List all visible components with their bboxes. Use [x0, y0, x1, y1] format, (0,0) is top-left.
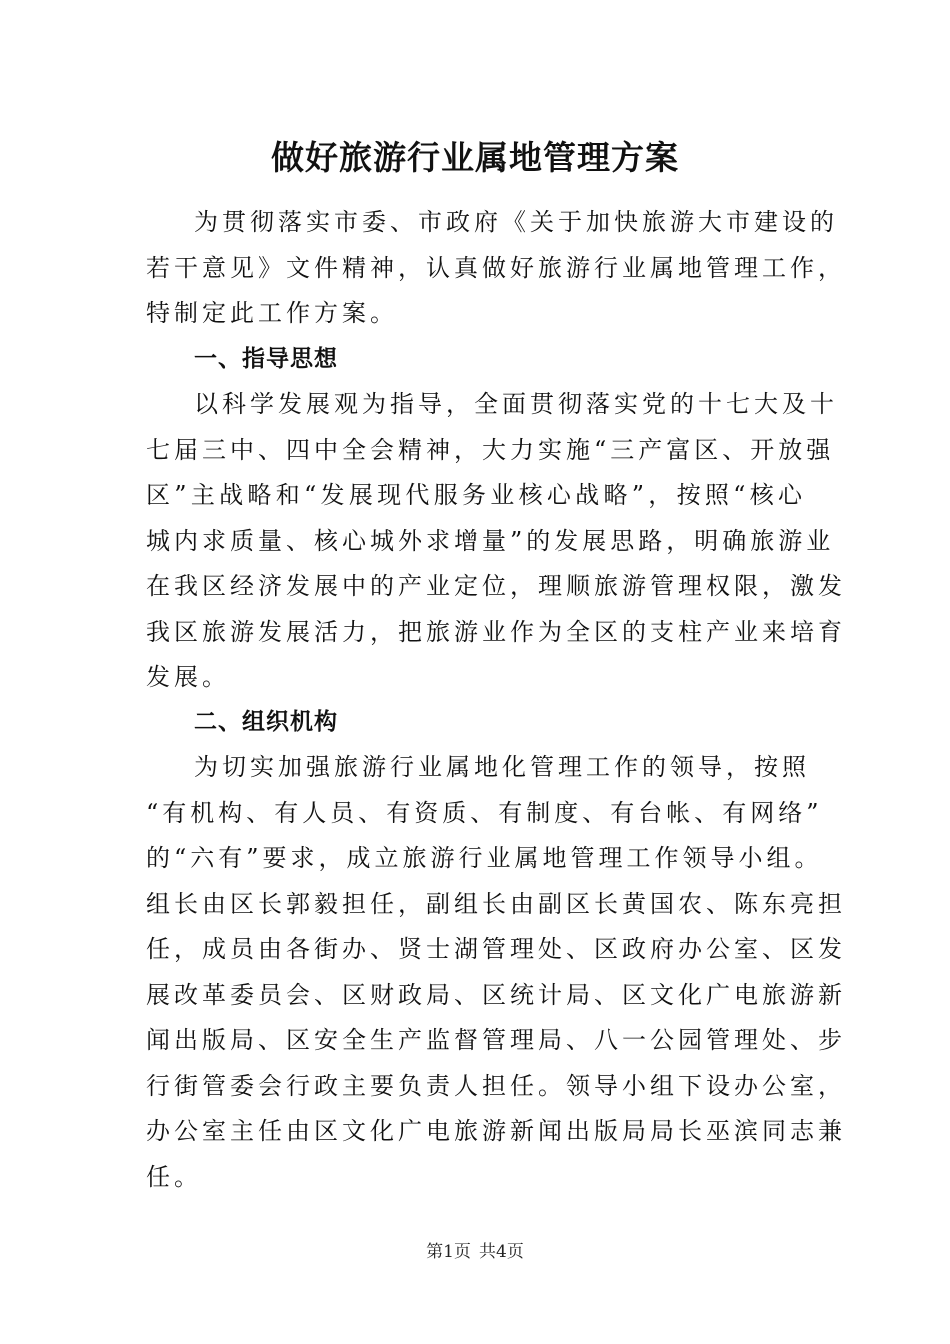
- intro-paragraph: [146, 200, 846, 337]
- intro-line: 特制定此工作方案。: [146, 299, 398, 327]
- section-1-line: 发展。: [146, 663, 230, 691]
- section-2: [146, 700, 806, 745]
- section-1-paragraph: [146, 382, 846, 701]
- section-2-line: 闻出版局、区安全生产监督管理局、八一公园管理处、步: [146, 1026, 846, 1054]
- intro-line: 为贯彻落实市委、市政府《关于加快旅游大市建设的: [194, 208, 838, 236]
- document-title: 做好旅游行业属地管理方案: [271, 138, 679, 177]
- section-2-line: “有机构、有人员、有资质、有制度、有台帐、有网络”: [146, 798, 823, 827]
- section-2-line: 任，成员由各街办、贤士湖管理处、区政府办公室、区发: [146, 935, 846, 963]
- section-heading-organization: 二、组织机构: [194, 709, 338, 735]
- section-2-paragraph: [146, 745, 846, 1200]
- section-1-line: 在我区经济发展中的产业定位，理顺旅游管理权限，激发: [146, 572, 846, 600]
- section-1-line: 区”主战略和“发展现代服务业核心战略”，按照“核心: [146, 481, 806, 509]
- section-2-line: 组长由区长郭毅担任，副组长由副区长黄国农、陈东亮担: [146, 889, 846, 918]
- intro-line: 若干意见》文件精神，认真做好旅游行业属地管理工作，: [146, 253, 846, 282]
- section-2-line: 行街管委会行政主要负责人担任。领导小组下设办公室，: [146, 1071, 846, 1100]
- section-2-line: 的“六有”要求，成立旅游行业属地管理工作领导小组。: [146, 844, 823, 872]
- section-1-line: 七届三中、四中全会精神，大力实施“三产富区、开放强: [146, 435, 835, 464]
- section-2-line: 展改革委员会、区财政局、区统计局、区文化广电旅游新: [146, 980, 846, 1009]
- section-1-line: 城内求质量、核心城外求增量”的发展思路，明确旅游业: [146, 526, 835, 555]
- section-2-line: 办公室主任由区文化广电旅游新闻出版局局长巫滨同志兼: [146, 1117, 846, 1145]
- section-1-line: 我区旅游发展活力，把旅游业作为全区的支柱产业来培育: [146, 617, 846, 646]
- page-number: 第1页: [426, 1242, 471, 1262]
- section-1-line: 以科学发展观为指导，全面贯彻落实党的十七大及十: [194, 390, 838, 418]
- page-total: 共4页: [479, 1242, 524, 1262]
- section-1: [146, 337, 806, 382]
- section-heading-guiding-ideology: 一、指导思想: [194, 346, 338, 372]
- page-footer: [0, 1240, 950, 1264]
- section-2-line: 任。: [146, 1162, 202, 1191]
- section-2-line: 为切实加强旅游行业属地化管理工作的领导，按照: [194, 753, 810, 781]
